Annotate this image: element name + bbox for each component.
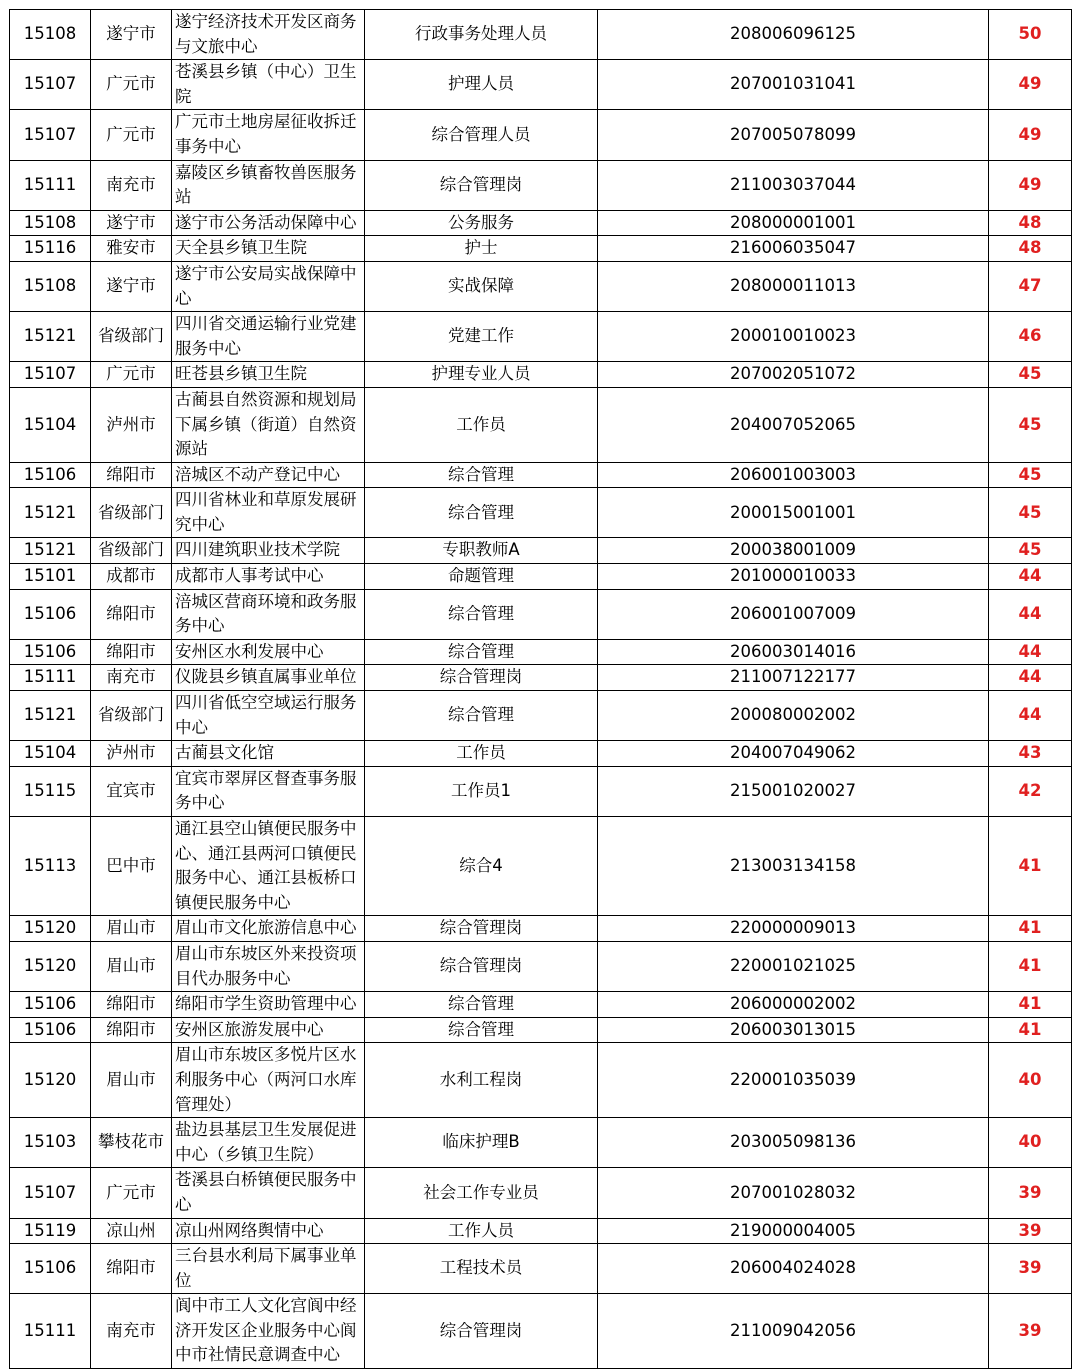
job-code-cell: 15106 [10, 992, 91, 1018]
job-code-cell: 15106 [10, 1017, 91, 1043]
position-cell: 实战保障 [365, 261, 598, 311]
organization-cell: 四川省林业和草原发展研究中心 [172, 488, 365, 538]
applicant-count-cell: 41 [989, 992, 1072, 1018]
post-code-cell: 208006096125 [598, 10, 989, 60]
post-code-cell: 207005078099 [598, 110, 989, 160]
region-cell: 广元市 [91, 110, 172, 160]
applicant-count-cell: 46 [989, 312, 1072, 362]
organization-cell: 眉山市东坡区多悦片区水利服务中心（两河口水库管理处） [172, 1043, 365, 1118]
post-code-cell: 208000001001 [598, 210, 989, 236]
post-code-cell: 216006035047 [598, 236, 989, 262]
job-code-cell: 15106 [10, 1244, 91, 1294]
table-row [10, 312, 1072, 362]
region-cell: 眉山市 [91, 941, 172, 991]
post-code-cell: 220001035039 [598, 1043, 989, 1118]
applicant-count-cell: 40 [989, 1043, 1072, 1118]
organization-cell: 宜宾市翠屏区督查事务服务中心 [172, 766, 365, 816]
region-cell: 省级部门 [91, 691, 172, 741]
table-row [10, 639, 1072, 665]
organization-cell: 绵阳市学生资助管理中心 [172, 992, 365, 1018]
job-code-cell: 15121 [10, 538, 91, 564]
region-cell: 宜宾市 [91, 766, 172, 816]
region-cell: 广元市 [91, 1168, 172, 1218]
region-cell: 攀枝花市 [91, 1118, 172, 1168]
table-row [10, 1043, 1072, 1118]
organization-cell: 遂宁市公安局实战保障中心 [172, 261, 365, 311]
post-code-cell: 200010010023 [598, 312, 989, 362]
position-cell: 综合管理岗 [365, 941, 598, 991]
position-cell: 综合管理 [365, 488, 598, 538]
table-row [10, 1168, 1072, 1218]
position-cell: 综合4 [365, 817, 598, 916]
job-code-cell: 15120 [10, 941, 91, 991]
organization-cell: 涪城区营商环境和政务服务中心 [172, 589, 365, 639]
applicant-count-cell: 39 [989, 1294, 1072, 1369]
position-cell: 工作员 [365, 741, 598, 767]
position-cell: 工作员1 [365, 766, 598, 816]
region-cell: 广元市 [91, 60, 172, 110]
job-code-cell: 15121 [10, 312, 91, 362]
job-code-cell: 15107 [10, 1168, 91, 1218]
job-code-cell: 15107 [10, 362, 91, 388]
table-row [10, 236, 1072, 262]
post-code-cell: 220000009013 [598, 916, 989, 942]
post-code-cell: 211007122177 [598, 665, 989, 691]
organization-cell: 三台县水利局下属事业单位 [172, 1244, 365, 1294]
applicant-count-cell: 39 [989, 1244, 1072, 1294]
applicant-count-cell: 48 [989, 236, 1072, 262]
position-cell: 综合管理 [365, 639, 598, 665]
organization-cell: 遂宁经济技术开发区商务与文旅中心 [172, 10, 365, 60]
position-cell: 护理专业人员 [365, 362, 598, 388]
applicant-count-cell: 41 [989, 941, 1072, 991]
post-code-cell: 211009042056 [598, 1294, 989, 1369]
job-code-cell: 15106 [10, 589, 91, 639]
job-code-cell: 15120 [10, 1043, 91, 1118]
region-cell: 绵阳市 [91, 589, 172, 639]
post-code-cell: 219000004005 [598, 1218, 989, 1244]
applicant-count-cell: 47 [989, 261, 1072, 311]
table-row [10, 665, 1072, 691]
region-cell: 泸州市 [91, 387, 172, 462]
organization-cell: 眉山市文化旅游信息中心 [172, 916, 365, 942]
position-cell: 专职教师A [365, 538, 598, 564]
applicant-count-cell: 48 [989, 210, 1072, 236]
table-row [10, 941, 1072, 991]
position-cell: 综合管理岗 [365, 916, 598, 942]
organization-cell: 成都市人事考试中心 [172, 564, 365, 590]
applicant-count-cell: 49 [989, 110, 1072, 160]
post-code-cell: 206003013015 [598, 1017, 989, 1043]
region-cell: 绵阳市 [91, 639, 172, 665]
table-row [10, 1118, 1072, 1168]
organization-cell: 遂宁市公务活动保障中心 [172, 210, 365, 236]
position-cell: 综合管理 [365, 1017, 598, 1043]
organization-cell: 安州区旅游发展中心 [172, 1017, 365, 1043]
job-code-cell: 15111 [10, 160, 91, 210]
post-code-cell: 200015001001 [598, 488, 989, 538]
region-cell: 雅安市 [91, 236, 172, 262]
organization-cell: 安州区水利发展中心 [172, 639, 365, 665]
table-row [10, 387, 1072, 462]
region-cell: 广元市 [91, 362, 172, 388]
applicant-count-cell: 45 [989, 462, 1072, 488]
job-code-cell: 15101 [10, 564, 91, 590]
position-cell: 综合管理岗 [365, 665, 598, 691]
post-code-cell: 201000010033 [598, 564, 989, 590]
job-code-cell: 15104 [10, 387, 91, 462]
organization-cell: 凉山州网络舆情中心 [172, 1218, 365, 1244]
table-row [10, 462, 1072, 488]
table-row [10, 210, 1072, 236]
table-row [10, 110, 1072, 160]
table-row [10, 741, 1072, 767]
table-row [10, 766, 1072, 816]
region-cell: 绵阳市 [91, 462, 172, 488]
applicant-count-cell: 44 [989, 691, 1072, 741]
job-code-cell: 15103 [10, 1118, 91, 1168]
applicant-count-cell: 45 [989, 488, 1072, 538]
post-code-cell: 203005098136 [598, 1118, 989, 1168]
table-row [10, 1218, 1072, 1244]
job-code-cell: 15107 [10, 60, 91, 110]
table-row [10, 538, 1072, 564]
applicant-count-cell: 45 [989, 538, 1072, 564]
organization-cell: 广元市土地房屋征收拆迁事务中心 [172, 110, 365, 160]
organization-cell: 古蔺县自然资源和规划局下属乡镇（街道）自然资源站 [172, 387, 365, 462]
position-cell: 综合管理 [365, 462, 598, 488]
position-cell: 工作人员 [365, 1218, 598, 1244]
table-row [10, 261, 1072, 311]
table-row [10, 1294, 1072, 1369]
post-code-cell: 207001031041 [598, 60, 989, 110]
position-cell: 命题管理 [365, 564, 598, 590]
job-code-cell: 15113 [10, 817, 91, 916]
table-row [10, 362, 1072, 388]
applicant-count-cell: 49 [989, 60, 1072, 110]
region-cell: 巴中市 [91, 817, 172, 916]
region-cell: 省级部门 [91, 312, 172, 362]
organization-cell: 通江县空山镇便民服务中心、通江县两河口镇便民服务中心、通江县板桥口镇便民服务中心 [172, 817, 365, 916]
region-cell: 绵阳市 [91, 992, 172, 1018]
region-cell: 南充市 [91, 160, 172, 210]
region-cell: 凉山州 [91, 1218, 172, 1244]
job-code-cell: 15108 [10, 261, 91, 311]
table-row [10, 589, 1072, 639]
organization-cell: 四川省低空空域运行服务中心 [172, 691, 365, 741]
post-code-cell: 206003014016 [598, 639, 989, 665]
post-code-cell: 207002051072 [598, 362, 989, 388]
position-cell: 护士 [365, 236, 598, 262]
post-code-cell: 213003134158 [598, 817, 989, 916]
position-cell: 临床护理B [365, 1118, 598, 1168]
applicant-count-cell: 41 [989, 916, 1072, 942]
organization-cell: 天全县乡镇卫生院 [172, 236, 365, 262]
organization-cell: 眉山市东坡区外来投资项目代办服务中心 [172, 941, 365, 991]
table-row [10, 817, 1072, 916]
position-cell: 综合管理 [365, 691, 598, 741]
position-cell: 社会工作专业员 [365, 1168, 598, 1218]
job-code-cell: 15108 [10, 10, 91, 60]
applicant-count-cell: 42 [989, 766, 1072, 816]
organization-cell: 阆中市工人文化宫阆中经济开发区企业服务中心阆中市社情民意调查中心 [172, 1294, 365, 1369]
table-row [10, 488, 1072, 538]
organization-cell: 四川省交通运输行业党建服务中心 [172, 312, 365, 362]
job-code-cell: 15120 [10, 916, 91, 942]
applicant-count-cell: 39 [989, 1218, 1072, 1244]
organization-cell: 四川建筑职业技术学院 [172, 538, 365, 564]
table-row [10, 691, 1072, 741]
region-cell: 眉山市 [91, 1043, 172, 1118]
applicant-count-cell: 49 [989, 160, 1072, 210]
organization-cell: 盐边县基层卫生发展促进中心（乡镇卫生院） [172, 1118, 365, 1168]
position-cell: 综合管理 [365, 589, 598, 639]
region-cell: 绵阳市 [91, 1244, 172, 1294]
region-cell: 遂宁市 [91, 210, 172, 236]
region-cell: 泸州市 [91, 741, 172, 767]
position-cell: 综合管理岗 [365, 160, 598, 210]
table-row [10, 992, 1072, 1018]
organization-cell: 涪城区不动产登记中心 [172, 462, 365, 488]
post-code-cell: 206000002002 [598, 992, 989, 1018]
post-code-cell: 200080002002 [598, 691, 989, 741]
position-cell: 综合管理人员 [365, 110, 598, 160]
applicant-count-cell: 44 [989, 665, 1072, 691]
position-cell: 工作员 [365, 387, 598, 462]
region-cell: 成都市 [91, 564, 172, 590]
job-code-cell: 15121 [10, 488, 91, 538]
position-cell: 行政事务处理人员 [365, 10, 598, 60]
job-code-cell: 15107 [10, 110, 91, 160]
post-code-cell: 207001028032 [598, 1168, 989, 1218]
region-cell: 遂宁市 [91, 10, 172, 60]
post-code-cell: 206001007009 [598, 589, 989, 639]
position-cell: 综合管理岗 [365, 1294, 598, 1369]
organization-cell: 古蔺县文化馆 [172, 741, 365, 767]
position-cell: 党建工作 [365, 312, 598, 362]
region-cell: 遂宁市 [91, 261, 172, 311]
post-code-cell: 204007049062 [598, 741, 989, 767]
job-code-cell: 15106 [10, 639, 91, 665]
applicant-count-cell: 44 [989, 564, 1072, 590]
organization-cell: 旺苍县乡镇卫生院 [172, 362, 365, 388]
organization-cell: 苍溪县乡镇（中心）卫生院 [172, 60, 365, 110]
organization-cell: 苍溪县白桥镇便民服务中心 [172, 1168, 365, 1218]
post-code-cell: 211003037044 [598, 160, 989, 210]
job-code-cell: 15104 [10, 741, 91, 767]
applicant-count-cell: 50 [989, 10, 1072, 60]
position-cell: 工程技术员 [365, 1244, 598, 1294]
post-code-cell: 206001003003 [598, 462, 989, 488]
position-cell: 综合管理 [365, 992, 598, 1018]
table-body [10, 10, 1072, 1369]
applicant-count-cell: 43 [989, 741, 1072, 767]
job-code-cell: 15108 [10, 210, 91, 236]
applicant-count-cell: 44 [989, 639, 1072, 665]
region-cell: 省级部门 [91, 488, 172, 538]
post-code-cell: 200038001009 [598, 538, 989, 564]
position-cell: 公务服务 [365, 210, 598, 236]
organization-cell: 仪陇县乡镇直属事业单位 [172, 665, 365, 691]
table-row [10, 916, 1072, 942]
table-row [10, 564, 1072, 590]
job-code-cell: 15111 [10, 665, 91, 691]
job-table [9, 9, 1072, 1369]
post-code-cell: 220001021025 [598, 941, 989, 991]
table-row [10, 10, 1072, 60]
region-cell: 眉山市 [91, 916, 172, 942]
job-code-cell: 15111 [10, 1294, 91, 1369]
table-row [10, 1244, 1072, 1294]
position-cell: 水利工程岗 [365, 1043, 598, 1118]
region-cell: 南充市 [91, 1294, 172, 1369]
applicant-count-cell: 45 [989, 387, 1072, 462]
region-cell: 绵阳市 [91, 1017, 172, 1043]
table-row [10, 60, 1072, 110]
post-code-cell: 208000011013 [598, 261, 989, 311]
applicant-count-cell: 44 [989, 589, 1072, 639]
organization-cell: 嘉陵区乡镇畜牧兽医服务站 [172, 160, 365, 210]
applicant-count-cell: 45 [989, 362, 1072, 388]
job-code-cell: 15119 [10, 1218, 91, 1244]
table-row [10, 1017, 1072, 1043]
job-code-cell: 15121 [10, 691, 91, 741]
applicant-count-cell: 41 [989, 1017, 1072, 1043]
applicant-count-cell: 40 [989, 1118, 1072, 1168]
region-cell: 南充市 [91, 665, 172, 691]
job-code-cell: 15116 [10, 236, 91, 262]
region-cell: 省级部门 [91, 538, 172, 564]
job-code-cell: 15115 [10, 766, 91, 816]
position-cell: 护理人员 [365, 60, 598, 110]
job-code-cell: 15106 [10, 462, 91, 488]
applicant-count-cell: 39 [989, 1168, 1072, 1218]
post-code-cell: 215001020027 [598, 766, 989, 816]
post-code-cell: 206004024028 [598, 1244, 989, 1294]
applicant-count-cell: 41 [989, 817, 1072, 916]
post-code-cell: 204007052065 [598, 387, 989, 462]
table-row [10, 160, 1072, 210]
